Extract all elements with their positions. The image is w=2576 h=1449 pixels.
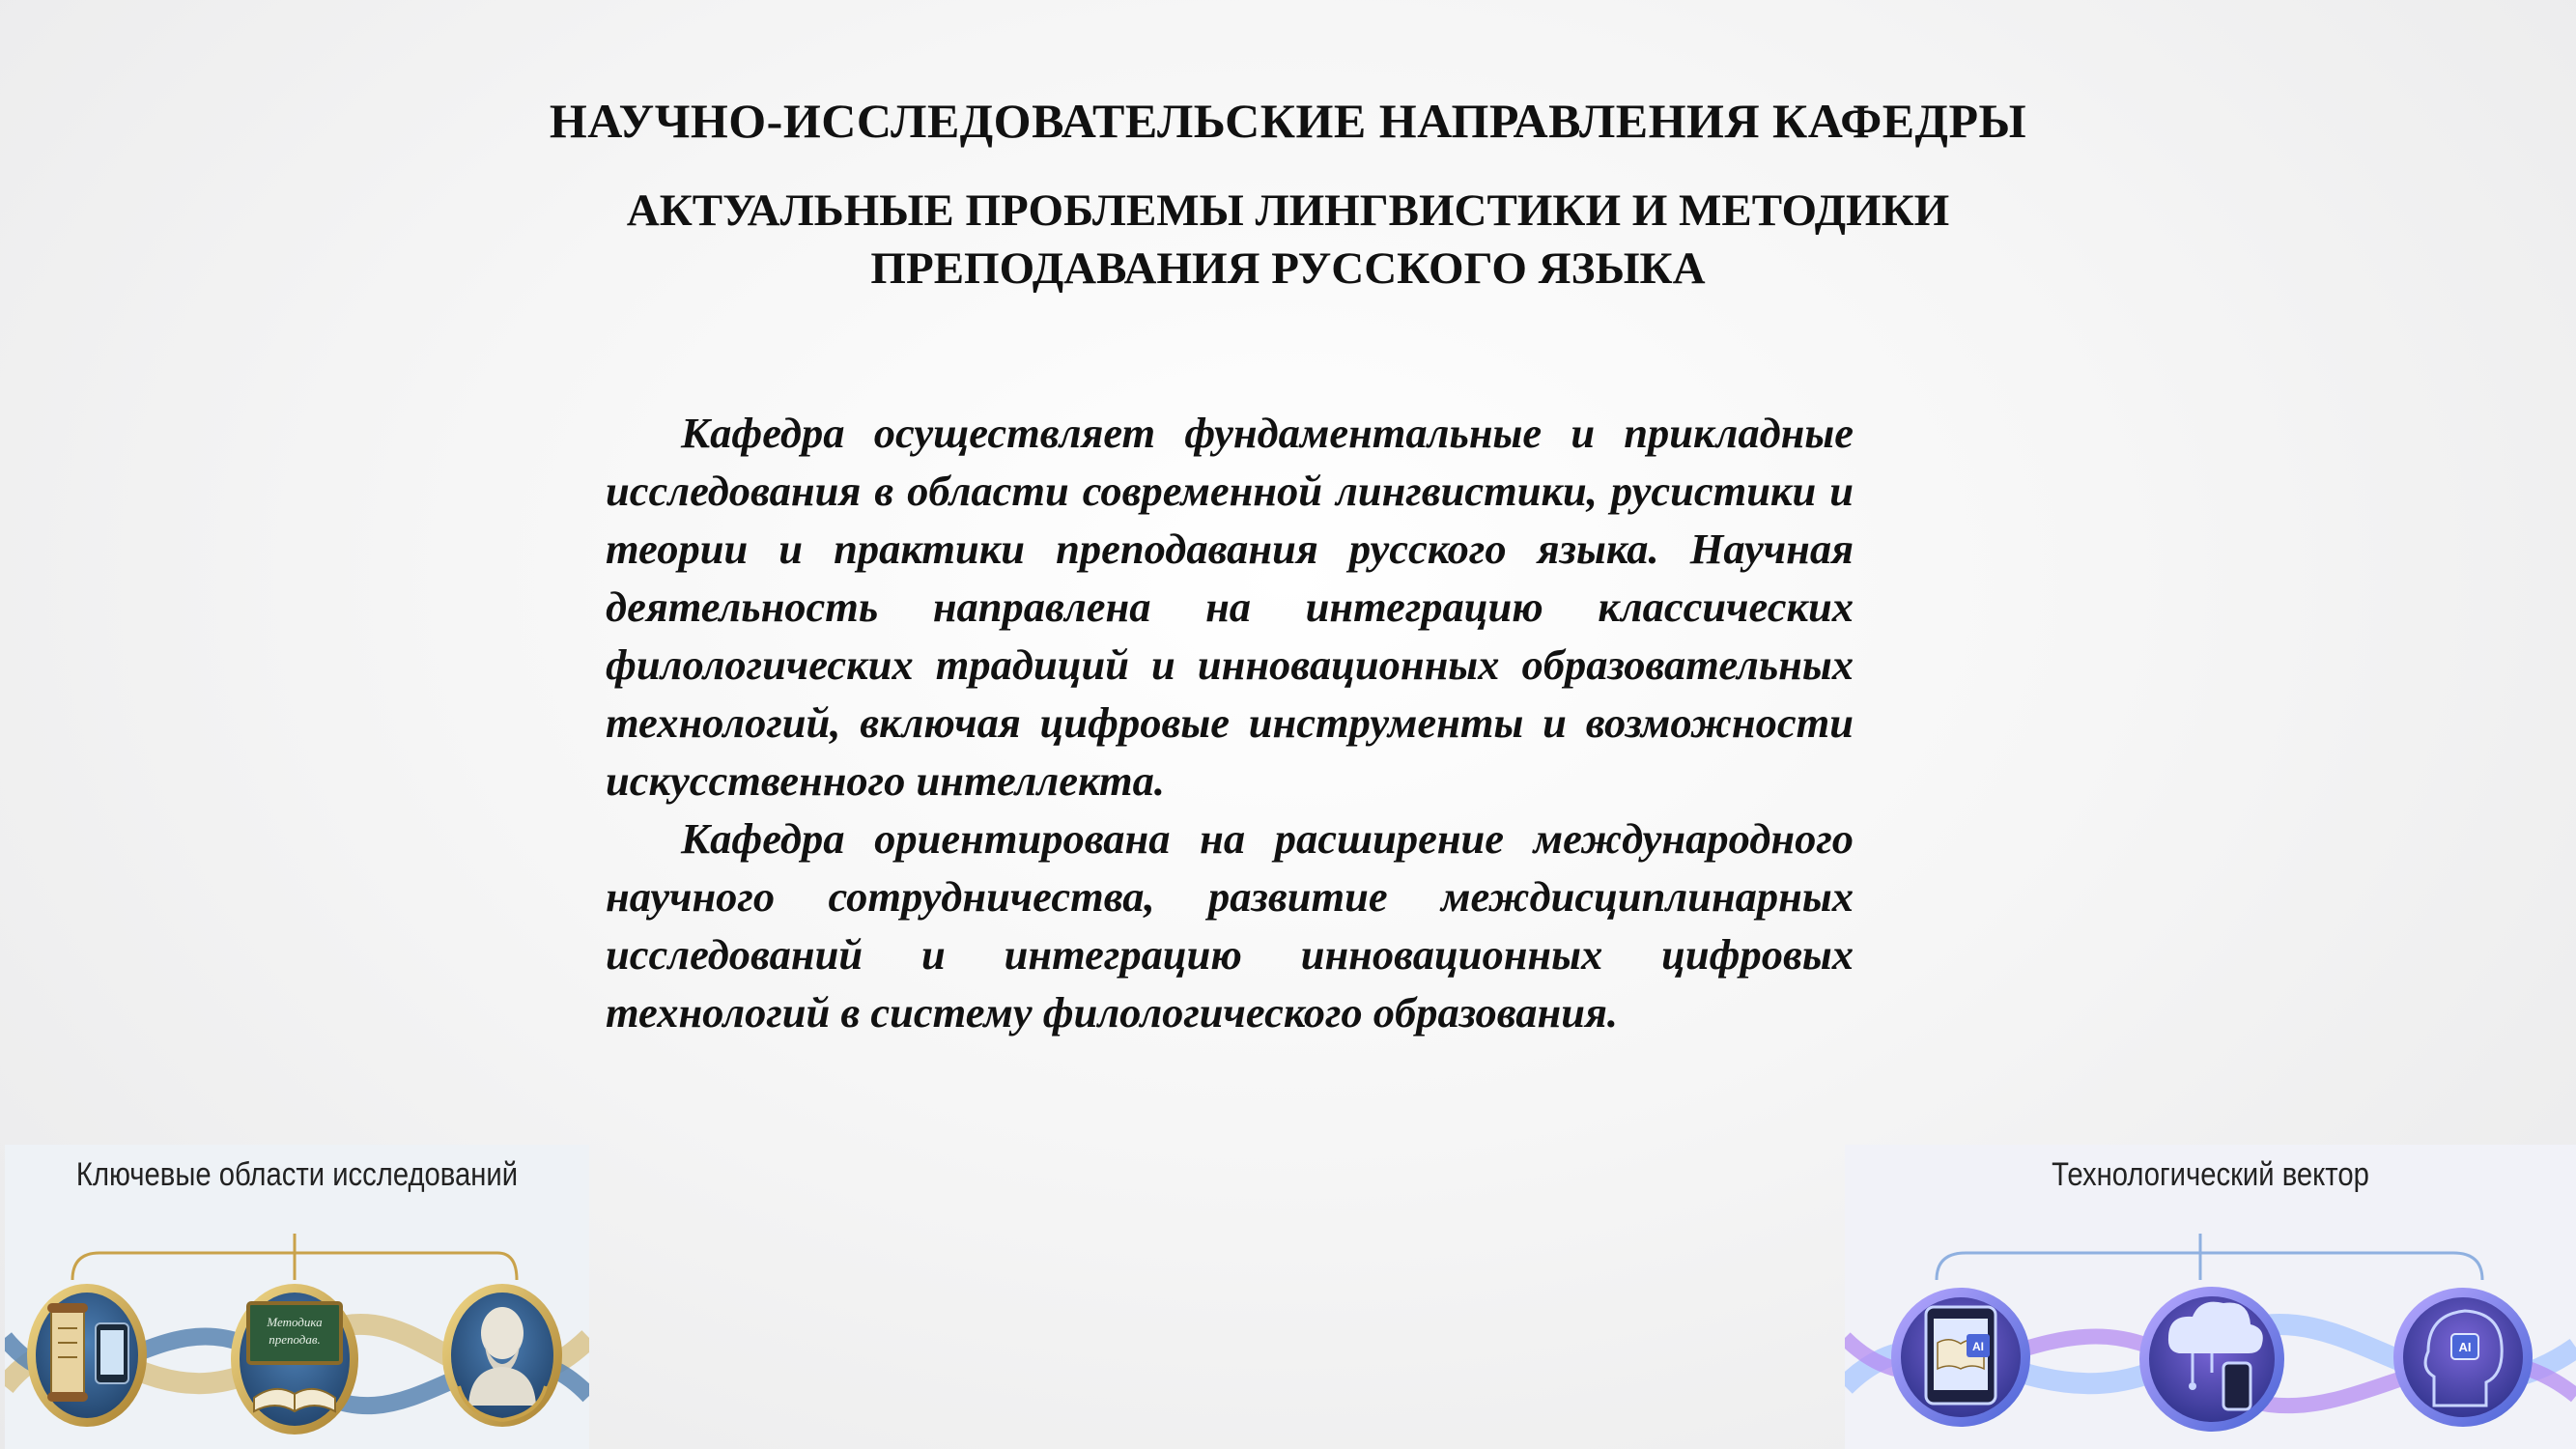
technology-vector-panel: [1845, 1145, 2576, 1449]
key-research-areas-title: Ключевые области исследований: [75, 1156, 519, 1193]
board-text-line-1: Методика: [267, 1315, 323, 1329]
description-paragraph-2: Кафедра ориентирована на расширение международного научного сотрудничества, развитие междисциплинарных исследований и интеграцию инновационных цифровых технологий в систему филологического образования.: [606, 814, 1854, 1037]
key-research-areas-panel: [5, 1145, 589, 1449]
subtitle-line-1: АКТУАЛЬНЫЕ ПРОБЛЕМЫ ЛИНГВИСТИКИ И МЕТОДИКИ: [626, 185, 1950, 236]
ai-head-label: AI: [2458, 1340, 2472, 1354]
page-subtitle: [0, 182, 2576, 298]
cloud-phone-icon: [2139, 1287, 2284, 1432]
subtitle-line-2: ПРЕПОДАВАНИЯ РУССКОГО ЯЗЫКА: [870, 243, 1706, 294]
ai-chip-label: AI: [1972, 1340, 1984, 1353]
page-title: НАУЧНО-ИССЛЕДОВАТЕЛЬСКИЕ НАПРАВЛЕНИЯ КАФЕДРЫ: [549, 94, 2027, 148]
scroll-and-tablet-icon: [27, 1284, 147, 1427]
philosopher-bust-icon: [442, 1284, 562, 1427]
technology-vector-title: Технологический вектор: [2052, 1156, 2369, 1193]
tablet-ai-chip-icon: [1891, 1288, 2030, 1427]
description-text: [606, 404, 1854, 1041]
description-paragraph-1: Кафедра осуществляет фундаментальные и прикладные исследования в области современной лингвистики, русистики и теории и практики преподавания русского языка. Научная деятельность направлена на интеграцию классических филологических традиций и инновационных образовательных технологий, включая цифровые инструменты и возможности искусственного интеллекта.: [606, 409, 1854, 805]
chalkboard-and-book-icon: [231, 1284, 358, 1435]
ai-head-icon: [2393, 1288, 2533, 1427]
board-text-line-2: преподав.: [269, 1332, 321, 1347]
